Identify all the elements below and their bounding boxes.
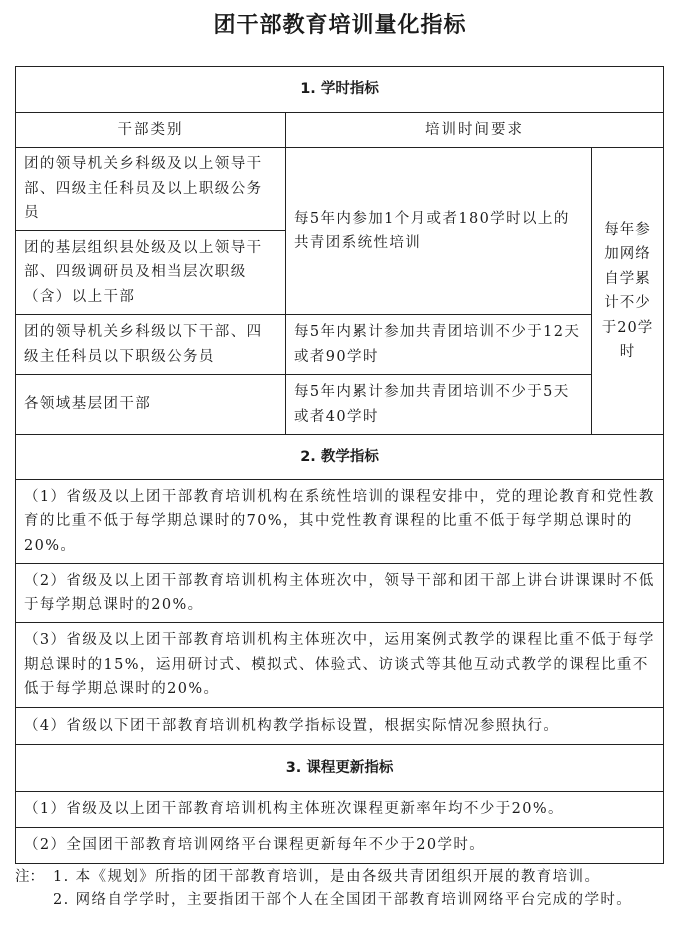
teaching-item: （4）省级以下团干部教育培训机构教学指标设置，根据实际情况参照执行。: [16, 708, 664, 745]
footnote-item: [15, 866, 665, 889]
table-row: [16, 708, 664, 745]
category-cell: 团的领导机关乡科级及以上领导干部、四级主任科员及以上职级公务员: [16, 148, 286, 231]
table-row: [16, 792, 664, 828]
column-header-category: 干部类别: [16, 113, 286, 148]
table-row: [16, 148, 664, 231]
category-cell: 团的领导机关乡科级以下干部、四级主任科员以下职级公务员: [16, 315, 286, 375]
course-update-item: （1）省级及以上团干部教育培训机构主体班次课程更新率年均不少于20%。: [16, 792, 664, 828]
teaching-item: （3）省级及以上团干部教育培训机构主体班次中，运用案例式教学的课程比重不低于每学期总课时的15%，运用研讨式、模拟式、体验式、访谈式等其他互动式教学的课程比重不低于每学期总课时的20%。: [16, 623, 664, 708]
indicator-table: [15, 66, 664, 864]
section-header-row: [16, 67, 664, 113]
teaching-item: （1）省级及以上团干部教育培训机构在系统性培训的课程安排中，党的理论教育和党性教育的比重不低于每学期总课时的70%，其中党性教育课程的比重不低于每学期总课时的20%。: [16, 480, 664, 564]
category-cell: 各领域基层团干部: [16, 375, 286, 435]
column-header-requirement: 培训时间要求: [286, 113, 664, 148]
course-update-item: （2）全国团干部教育培训网络平台课程更新每年不少于20学时。: [16, 828, 664, 864]
merged-requirement-cell: 每5年内参加1个月或者180学时以上的共青团系统性培训: [286, 148, 592, 315]
teaching-item: （2）省级及以上团干部教育培训机构主体班次中，领导干部和团干部上讲台讲课课时不低于每学期总课时的20%。: [16, 564, 664, 623]
table-row: [16, 828, 664, 864]
table-row: [16, 480, 664, 564]
section-3-heading: 3. 课程更新指标: [16, 745, 664, 792]
section-header-row: [16, 745, 664, 792]
table-row: [16, 564, 664, 623]
table-row: [16, 375, 664, 435]
requirement-cell: 每5年内累计参加共青团培训不少于5天或者40学时: [286, 375, 592, 435]
footnote-label: 注：: [15, 869, 44, 885]
requirement-cell: 每5年内累计参加共青团培训不少于12天或者90学时: [286, 315, 592, 375]
footnotes: [15, 866, 665, 912]
footnote-item: [15, 889, 665, 912]
table-row: [16, 623, 664, 708]
category-cell: 团的基层组织县处级及以上领导干部、四级调研员及相当层次职级（含）以上干部: [16, 231, 286, 315]
section-2-heading: 2. 教学指标: [16, 435, 664, 480]
section-header-row: [16, 435, 664, 480]
column-header-row: [16, 113, 664, 148]
page-title: 团干部教育培训量化指标: [213, 13, 467, 38]
side-note-cell: 每年参加网络自学累计不少于20学时: [592, 148, 664, 435]
footnote-text: 2. 网络自学学时，主要指团干部个人在全国团干部教育培训网络平台完成的学时。: [53, 892, 633, 908]
table-row: [16, 315, 664, 375]
footnote-text: 1. 本《规划》所指的团干部教育培训，是由各级共青团组织开展的教育培训。: [53, 869, 601, 885]
section-1-heading: 1. 学时指标: [16, 67, 664, 113]
